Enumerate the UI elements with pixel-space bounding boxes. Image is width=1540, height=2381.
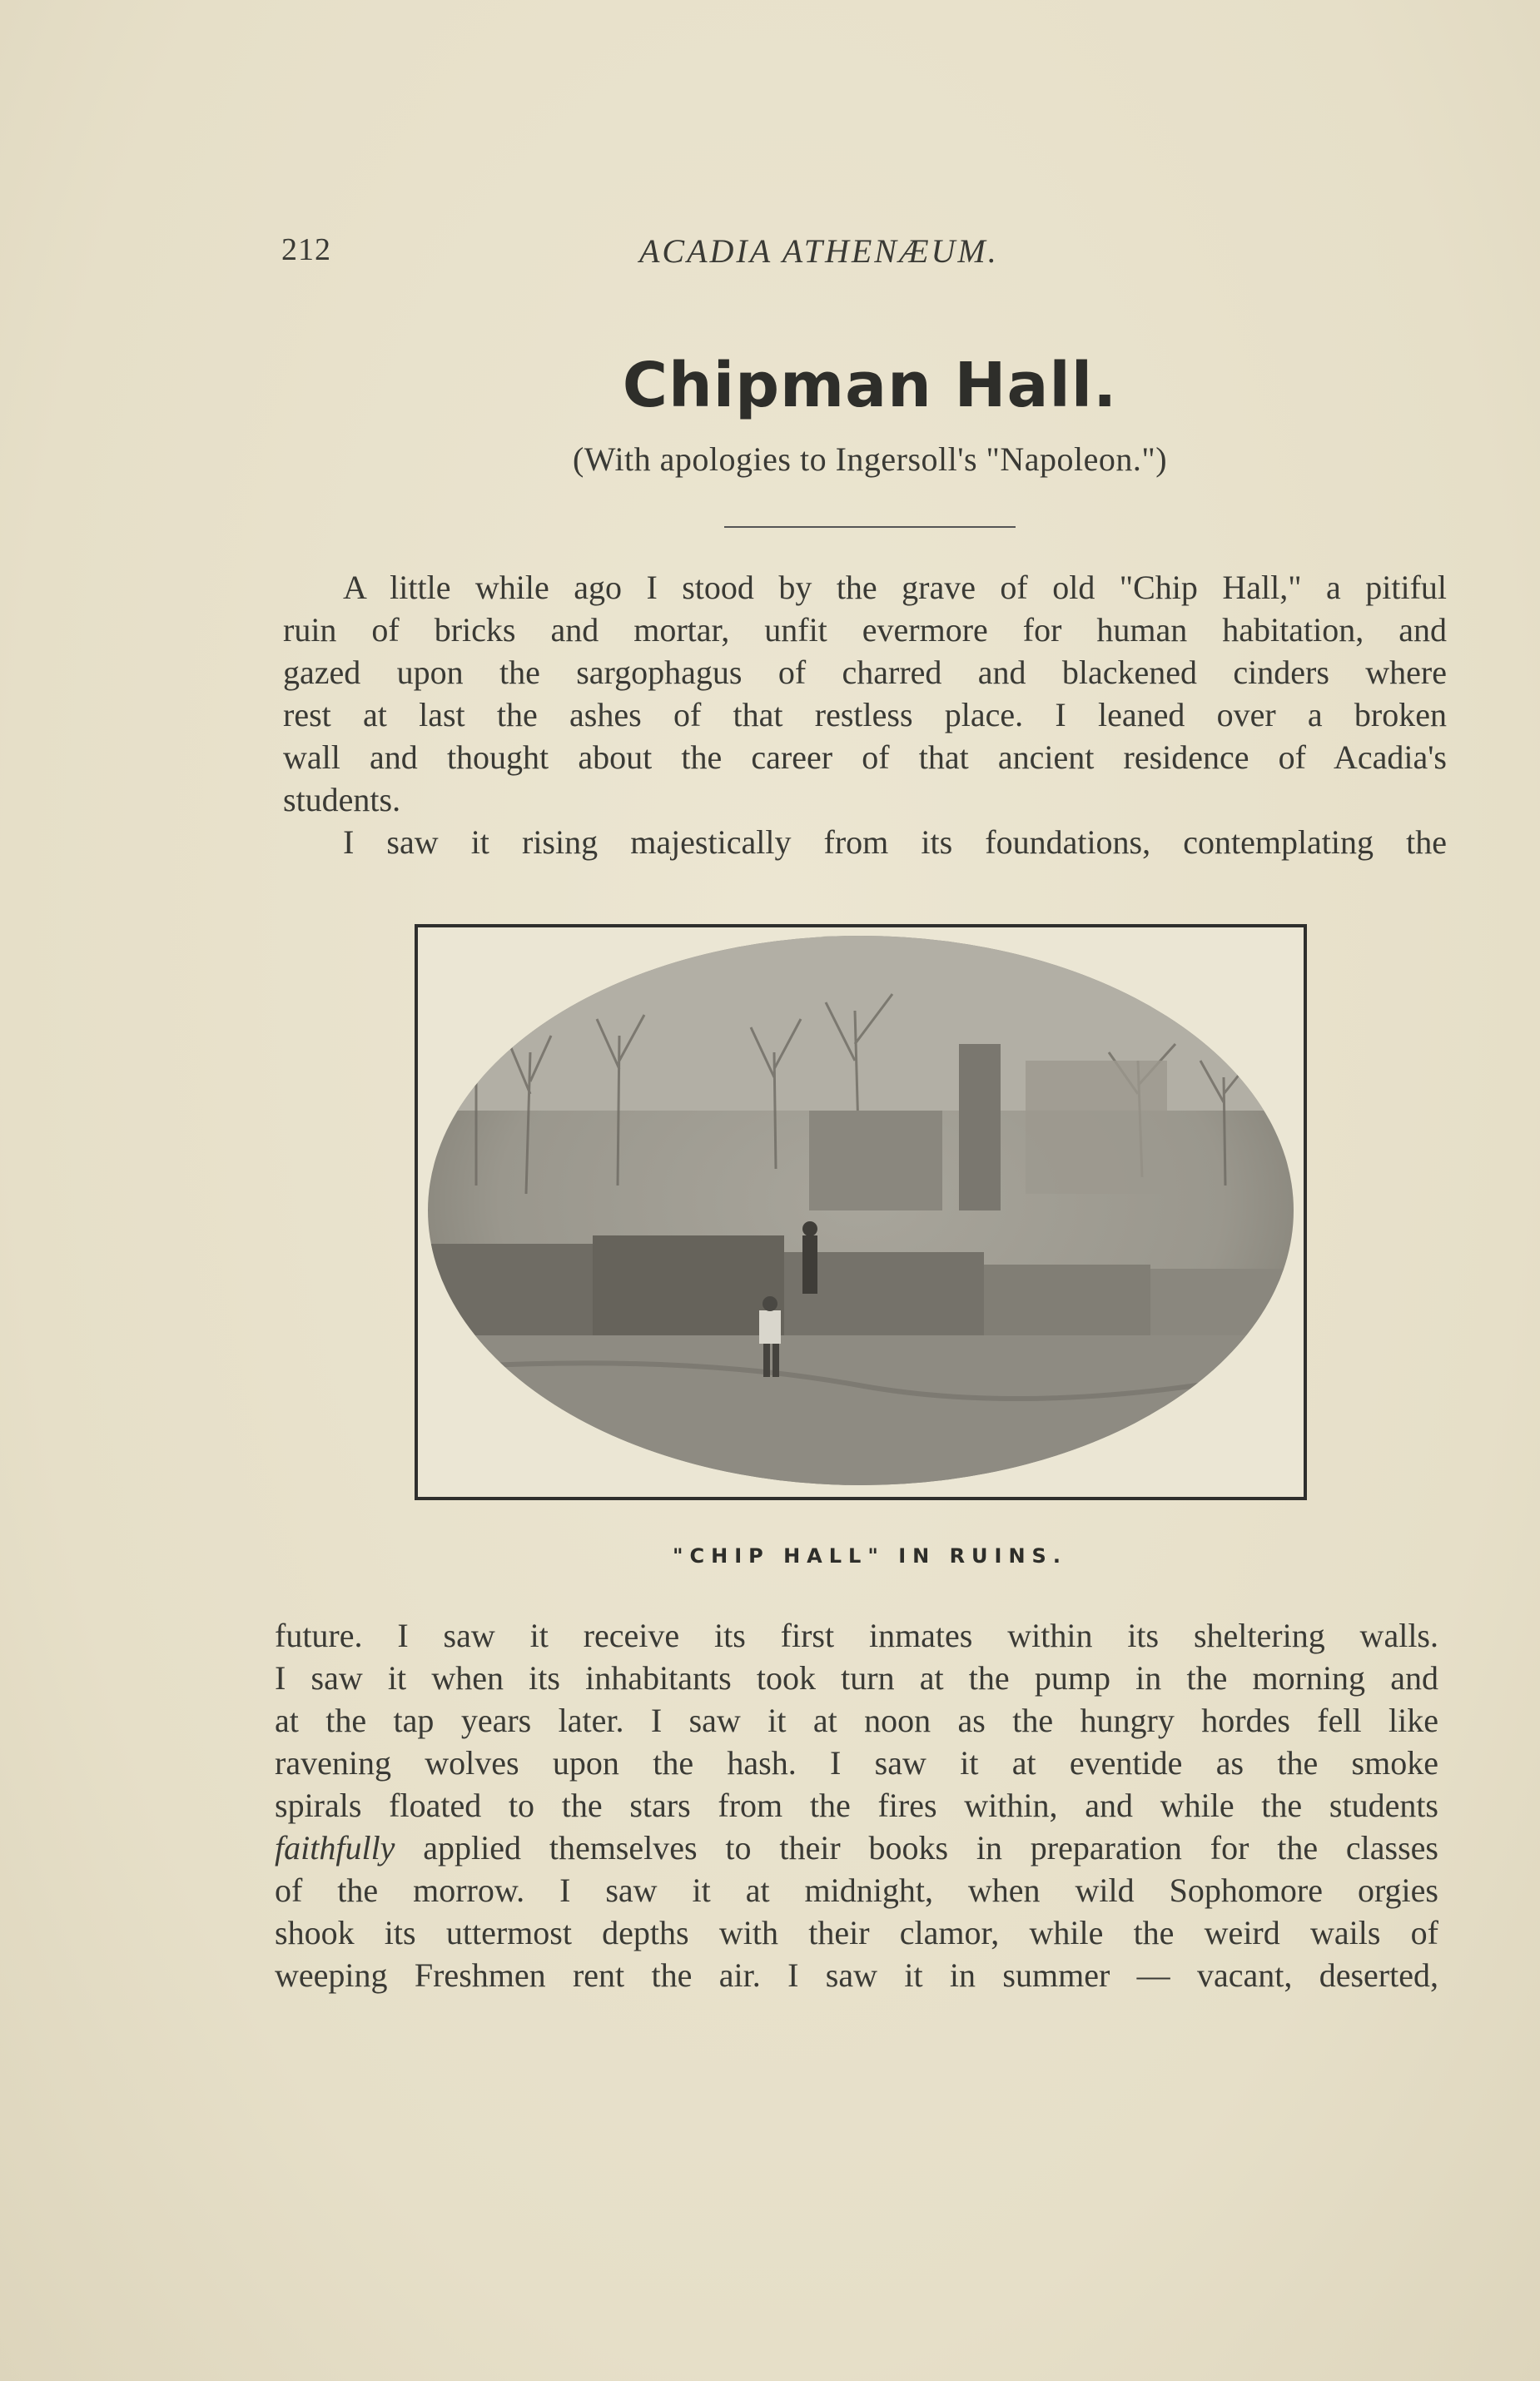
photograph [415,924,1307,1500]
text-line: students. [283,781,401,818]
photo-caption: "CHIP HALL" IN RUINS. [673,1544,1067,1568]
body-text-bottom [275,1614,1438,1996]
text-line: I saw it when its inhabitants took turn at the pump in the morning and [275,1659,1438,1697]
page-number: 212 [281,232,331,267]
title-divider [724,526,1016,528]
text-line: ruin of bricks and mortar, unfit evermore for human habitation, and [283,611,1447,649]
text-line: weeping Freshmen rent the air. I saw it in summer — vacant, deserted, [275,1956,1438,1994]
text-line: wall and thought about the career of that ancient residence of Acadia's [283,738,1447,776]
text-line: gazed upon the sargophagus of charred and blackened cinders where [283,654,1447,691]
text-line: rest at last the ashes of that restless place. I leaned over a broken [283,696,1447,733]
text-line: A little while ago I stood by the grave of old "Chip Hall," a pitiful [343,569,1447,606]
text-line: of the morrow. I saw it at midnight, when wild Sophomore orgies [275,1871,1438,1909]
article-title: Chipman Hall. [622,350,1118,421]
text-line: ravening wolves upon the hash. I saw it at eventide as the smoke [275,1744,1438,1782]
emphasis-word: faithfully [275,1829,395,1867]
text-line-emphasis [275,1827,1438,1869]
emphasis-line-rest: applied themselves to their books in preparation for the classes [395,1829,1438,1867]
paragraph-2-start: I saw it rising majestically from its foundations, contemplating the [343,823,1447,861]
text-line: at the tap years later. I saw it at noon as the hungry hordes fell like [275,1702,1438,1739]
text-line: future. I saw it receive its first inmates within its sheltering walls. [275,1617,1438,1654]
article-subtitle: (With apologies to Ingersoll's "Napoleon.") [572,440,1168,478]
running-head: ACADIA ATHENÆUM. [639,232,999,270]
paragraph-1 [283,566,1447,821]
text-line: shook its uttermost depths with their clamor, while the weird wails of [275,1914,1438,1951]
page-header [281,231,1447,273]
text-line: spirals floated to the stars from the fires within, and while the students [275,1787,1438,1824]
chip-hall-ruins-photo [426,936,1295,1489]
body-text-top [283,566,1447,863]
